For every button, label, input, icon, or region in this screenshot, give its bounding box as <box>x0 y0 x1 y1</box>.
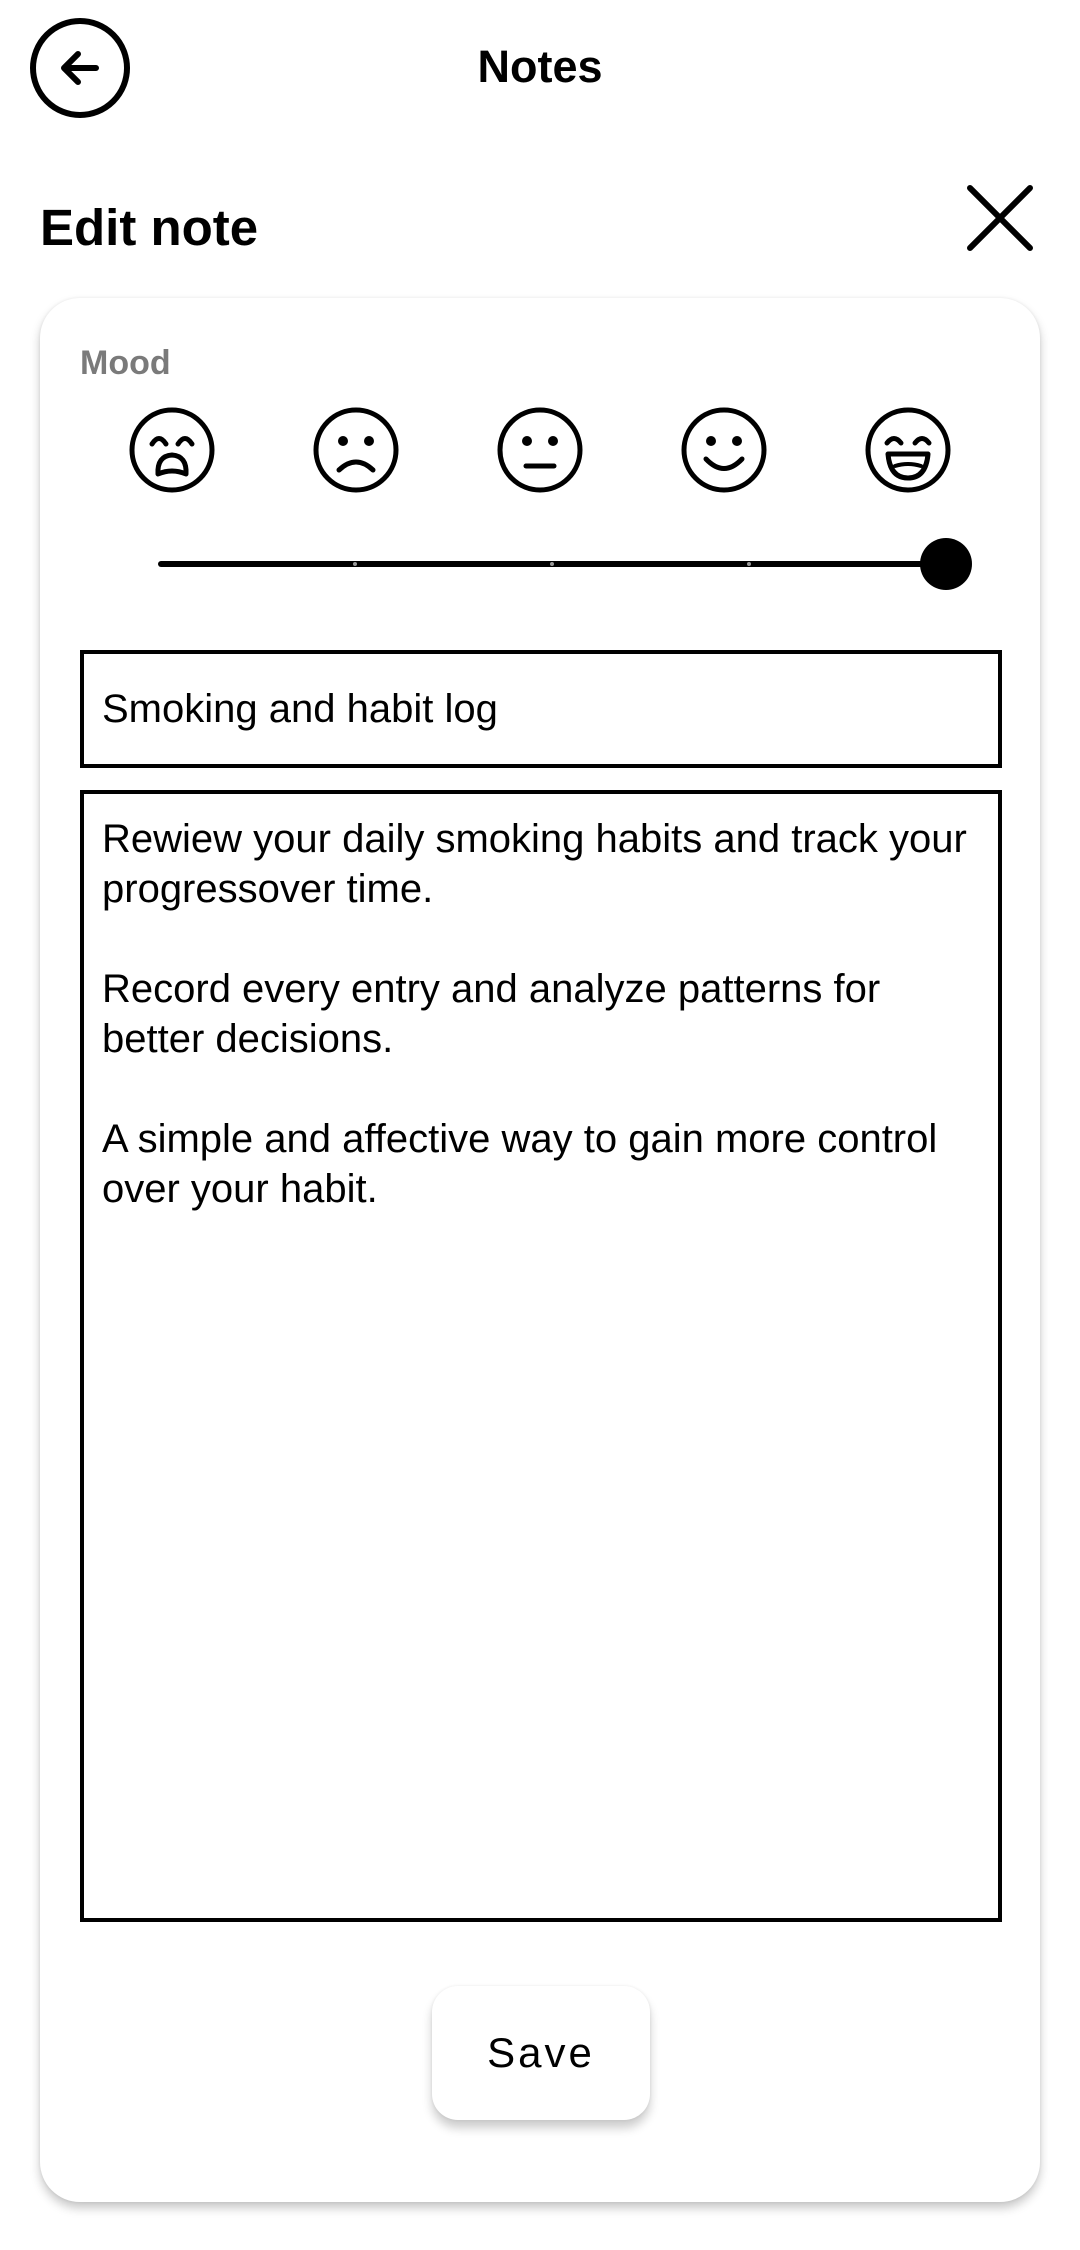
grin-face-icon[interactable] <box>864 406 952 494</box>
slider-step-dot <box>353 562 357 566</box>
sad-face-icon[interactable] <box>312 406 400 494</box>
very-sad-face-icon[interactable] <box>128 406 216 494</box>
neutral-face-icon[interactable] <box>496 406 584 494</box>
note-body-textarea[interactable]: Rewiew your daily smoking habits and track your progressover time. Record every entry and analyze patterns for better decisions. A simple and affective way to gain more control over your habit. <box>80 790 1002 1922</box>
page-title: Notes <box>477 41 603 92</box>
smile-face-icon[interactable] <box>680 406 768 494</box>
slider-step-dot <box>550 562 554 566</box>
save-button[interactable]: Save <box>432 1986 650 2120</box>
note-title-input[interactable]: Smoking and habit log <box>80 650 1002 768</box>
mood-label: Mood <box>80 344 171 382</box>
close-icon[interactable] <box>962 180 1038 256</box>
slider-thumb[interactable] <box>920 538 972 590</box>
mood-slider[interactable] <box>158 534 946 594</box>
edit-note-card <box>40 298 1040 2202</box>
slider-step-dot <box>747 562 751 566</box>
dialog-title: Edit note <box>40 199 259 256</box>
